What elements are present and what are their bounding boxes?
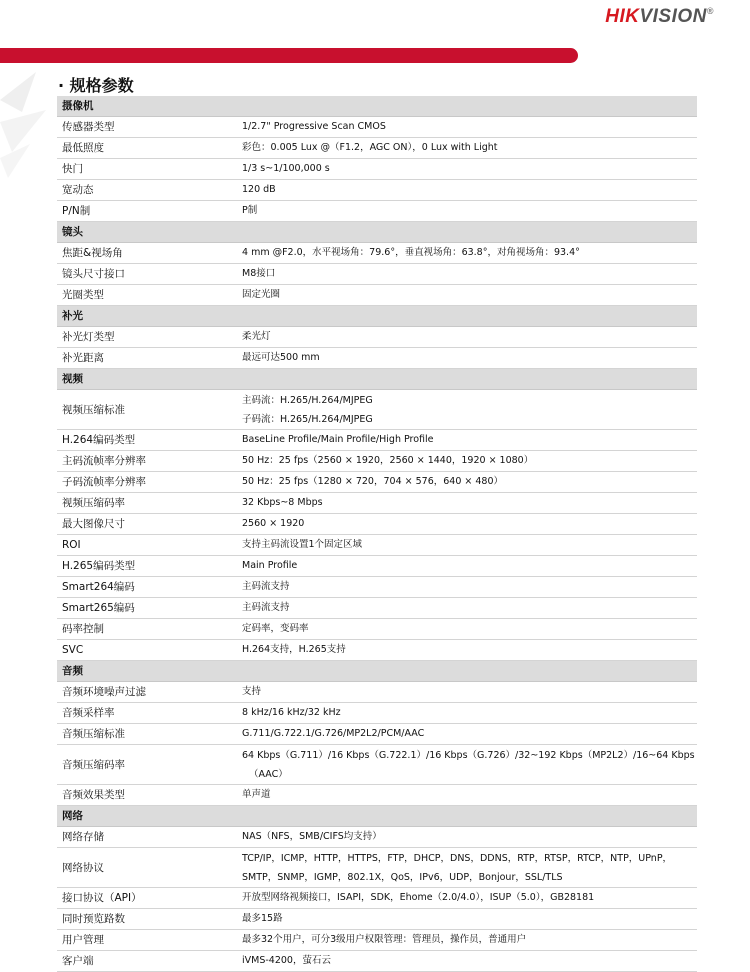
page-title: · 规格参数	[58, 76, 134, 95]
spec-value	[237, 138, 697, 159]
spec-label: 镜头尺寸接口	[57, 264, 237, 285]
spec-value	[237, 327, 697, 348]
spec-row	[57, 848, 697, 888]
spec-label: 音频环境噪声过滤	[57, 682, 237, 703]
category-title: 网络	[57, 806, 697, 827]
category-title: 摄像机	[57, 96, 697, 117]
spec-label: 光圈类型	[57, 285, 237, 306]
spec-label: 网络协议	[57, 848, 237, 888]
category-row	[57, 306, 697, 327]
spec-label: 主码流帧率分辨率	[57, 451, 237, 472]
spec-value	[237, 117, 697, 138]
spec-label: 音频压缩码率	[57, 745, 237, 785]
spec-value-line: 50 Hz：25 fps（2560 × 1920，2560 × 1440，1920 × 1080）	[242, 455, 534, 466]
spec-value-line: 定码率，变码率	[242, 623, 309, 634]
spec-row	[57, 264, 697, 285]
spec-row	[57, 556, 697, 577]
spec-row	[57, 785, 697, 806]
spec-value	[237, 180, 697, 201]
spec-value	[237, 619, 697, 640]
spec-label: H.264编码类型	[57, 430, 237, 451]
spec-row	[57, 745, 697, 785]
spec-row	[57, 930, 697, 951]
spec-value-line: 32 Kbps~8 Mbps	[242, 497, 323, 508]
spec-value-line: Main Profile	[242, 560, 298, 571]
spec-label: 音频采样率	[57, 703, 237, 724]
spec-row	[57, 327, 697, 348]
spec-row	[57, 451, 697, 472]
spec-label: 传感器类型	[57, 117, 237, 138]
spec-value-line: （AAC）	[249, 768, 288, 780]
spec-label: 音频压缩标准	[57, 724, 237, 745]
spec-label: 视频压缩标准	[57, 390, 237, 430]
spec-value	[237, 535, 697, 556]
hikvision-logo	[605, 6, 714, 28]
category-title: 音频	[57, 661, 697, 682]
spec-label: 最低照度	[57, 138, 237, 159]
spec-row	[57, 577, 697, 598]
spec-row	[57, 909, 697, 930]
spec-value-line: 120 dB	[242, 184, 276, 195]
spec-row	[57, 619, 697, 640]
spec-value	[237, 243, 697, 264]
spec-label: ROI	[57, 535, 237, 556]
spec-value-line: TCP/IP，ICMP，HTTP，HTTPS，FTP，DHCP，DNS，DDNS，RTP，RTSP，RTCP，NTP，UPnP，	[242, 852, 673, 864]
spec-row	[57, 888, 697, 909]
spec-value-line: 64 Kbps（G.711）/16 Kbps（G.722.1）/16 Kbps（G.726）/32~192 Kbps（MP2L2）/16~64 Kbps	[242, 749, 695, 761]
spec-value-line: 最多15路	[242, 913, 283, 924]
spec-row	[57, 951, 697, 972]
spec-row	[57, 535, 697, 556]
logo-text-vision: VISION	[639, 6, 707, 27]
spec-table	[57, 96, 697, 972]
spec-row	[57, 514, 697, 535]
spec-value-line: 主码流支持	[242, 581, 290, 592]
spec-label: 网络存储	[57, 827, 237, 848]
logo-text-hik: HIK	[605, 6, 640, 27]
spec-value-line: 彩色：0.005 Lux @（F1.2，AGC ON），0 Lux with Light	[242, 142, 498, 153]
spec-row	[57, 138, 697, 159]
spec-row	[57, 827, 697, 848]
spec-row	[57, 703, 697, 724]
spec-value	[237, 640, 697, 661]
spec-value	[237, 577, 697, 598]
spec-value	[237, 472, 697, 493]
category-title: 补光	[57, 306, 697, 327]
spec-value-line: 1/3 s~1/100,000 s	[242, 163, 330, 174]
spec-value-line: 2560 × 1920	[242, 518, 305, 529]
spec-label: 接口协议（API）	[57, 888, 237, 909]
spec-value-line: 最多32个用户，可分3级用户权限管理：管理员，操作员，普通用户	[242, 934, 527, 945]
spec-value	[237, 682, 697, 703]
spec-row	[57, 117, 697, 138]
spec-label: 最大图像尺寸	[57, 514, 237, 535]
spec-value-line: SMTP，SNMP，IGMP，802.1X，QoS，IPv6，UDP，Bonjour，SSL/TLS	[242, 871, 563, 883]
spec-row	[57, 640, 697, 661]
spec-value	[237, 348, 697, 369]
spec-row	[57, 180, 697, 201]
spec-value-line: 单声道	[242, 789, 271, 800]
category-title: 视频	[57, 369, 697, 390]
spec-row	[57, 493, 697, 514]
spec-row	[57, 472, 697, 493]
spec-value-line: H.264支持，H.265支持	[242, 644, 346, 655]
spec-value-line: 开放型网络视频接口，ISAPI，SDK，Ehome（2.0/4.0），ISUP（5.0），GB28181	[242, 892, 595, 903]
category-row	[57, 369, 697, 390]
spec-value-line: 支持	[242, 686, 262, 697]
spec-value	[237, 285, 697, 306]
spec-value	[237, 951, 697, 972]
spec-value-line: 柔光灯	[242, 331, 271, 342]
spec-label: P/N制	[57, 201, 237, 222]
category-title: 镜头	[57, 222, 697, 243]
spec-value	[237, 848, 697, 888]
spec-label: 码率控制	[57, 619, 237, 640]
spec-value	[237, 556, 697, 577]
spec-value-line: 支持主码流设置1个固定区域	[242, 539, 363, 550]
spec-label: 焦距&视场角	[57, 243, 237, 264]
spec-label: 音频效果类型	[57, 785, 237, 806]
spec-value-line: 50 Hz：25 fps（1280 × 720，704 × 576，640 × 480）	[242, 476, 504, 487]
spec-row	[57, 682, 697, 703]
spec-value-line: 子码流：H.265/H.264/MJPEG	[242, 413, 373, 425]
spec-value-line: 最远可达500 mm	[242, 352, 320, 363]
spec-value-line: NAS（NFS，SMB/CIFS均支持）	[242, 831, 382, 842]
spec-label: Smart264编码	[57, 577, 237, 598]
spec-label: 补光距离	[57, 348, 237, 369]
spec-value-line: 固定光圈	[242, 289, 281, 300]
spec-label: H.265编码类型	[57, 556, 237, 577]
category-row	[57, 661, 697, 682]
registered-mark: ®	[706, 6, 714, 16]
spec-row	[57, 159, 697, 180]
spec-label: 同时预览路数	[57, 909, 237, 930]
spec-value	[237, 451, 697, 472]
spec-label: 子码流帧率分辨率	[57, 472, 237, 493]
spec-value	[237, 703, 697, 724]
spec-value	[237, 598, 697, 619]
spec-value	[237, 785, 697, 806]
spec-value	[237, 514, 697, 535]
spec-row	[57, 348, 697, 369]
spec-value	[237, 930, 697, 951]
spec-value-line: 4 mm @F2.0，水平视场角：79.6°，垂直视场角：63.8°，对角视场角：93.4°	[242, 247, 580, 258]
spec-value-line: BaseLine Profile/Main Profile/High Profile	[242, 434, 434, 445]
spec-value-line: 主码流支持	[242, 602, 290, 613]
spec-value	[237, 888, 697, 909]
spec-value	[237, 159, 697, 180]
spec-value-line: iVMS-4200，萤石云	[242, 955, 331, 966]
spec-value	[237, 827, 697, 848]
spec-value	[237, 745, 697, 785]
spec-value-line: 1/2.7" Progressive Scan CMOS	[242, 121, 386, 132]
spec-value	[237, 724, 697, 745]
spec-value	[237, 493, 697, 514]
spec-value-line: G.711/G.722.1/G.726/MP2L2/PCM/AAC	[242, 728, 425, 739]
spec-value	[237, 201, 697, 222]
spec-label: 宽动态	[57, 180, 237, 201]
spec-value	[237, 430, 697, 451]
spec-row	[57, 201, 697, 222]
spec-value-line: P制	[242, 205, 258, 216]
spec-value	[237, 909, 697, 930]
spec-row	[57, 285, 697, 306]
spec-value	[237, 390, 697, 430]
spec-label: 补光灯类型	[57, 327, 237, 348]
spec-row	[57, 430, 697, 451]
spec-value-line: 主码流：H.265/H.264/MJPEG	[242, 394, 373, 406]
spec-row	[57, 598, 697, 619]
spec-row	[57, 390, 697, 430]
category-row	[57, 806, 697, 827]
spec-label: 客户端	[57, 951, 237, 972]
spec-value-line: 8 kHz/16 kHz/32 kHz	[242, 707, 341, 718]
spec-label: 视频压缩码率	[57, 493, 237, 514]
spec-value	[237, 264, 697, 285]
spec-value-line: M8接口	[242, 268, 276, 279]
spec-label: 快门	[57, 159, 237, 180]
spec-label: SVC	[57, 640, 237, 661]
spec-row	[57, 243, 697, 264]
category-row	[57, 96, 697, 117]
spec-label: 用户管理	[57, 930, 237, 951]
spec-row	[57, 724, 697, 745]
spec-label: Smart265编码	[57, 598, 237, 619]
category-row	[57, 222, 697, 243]
header-red-bar	[0, 48, 578, 63]
